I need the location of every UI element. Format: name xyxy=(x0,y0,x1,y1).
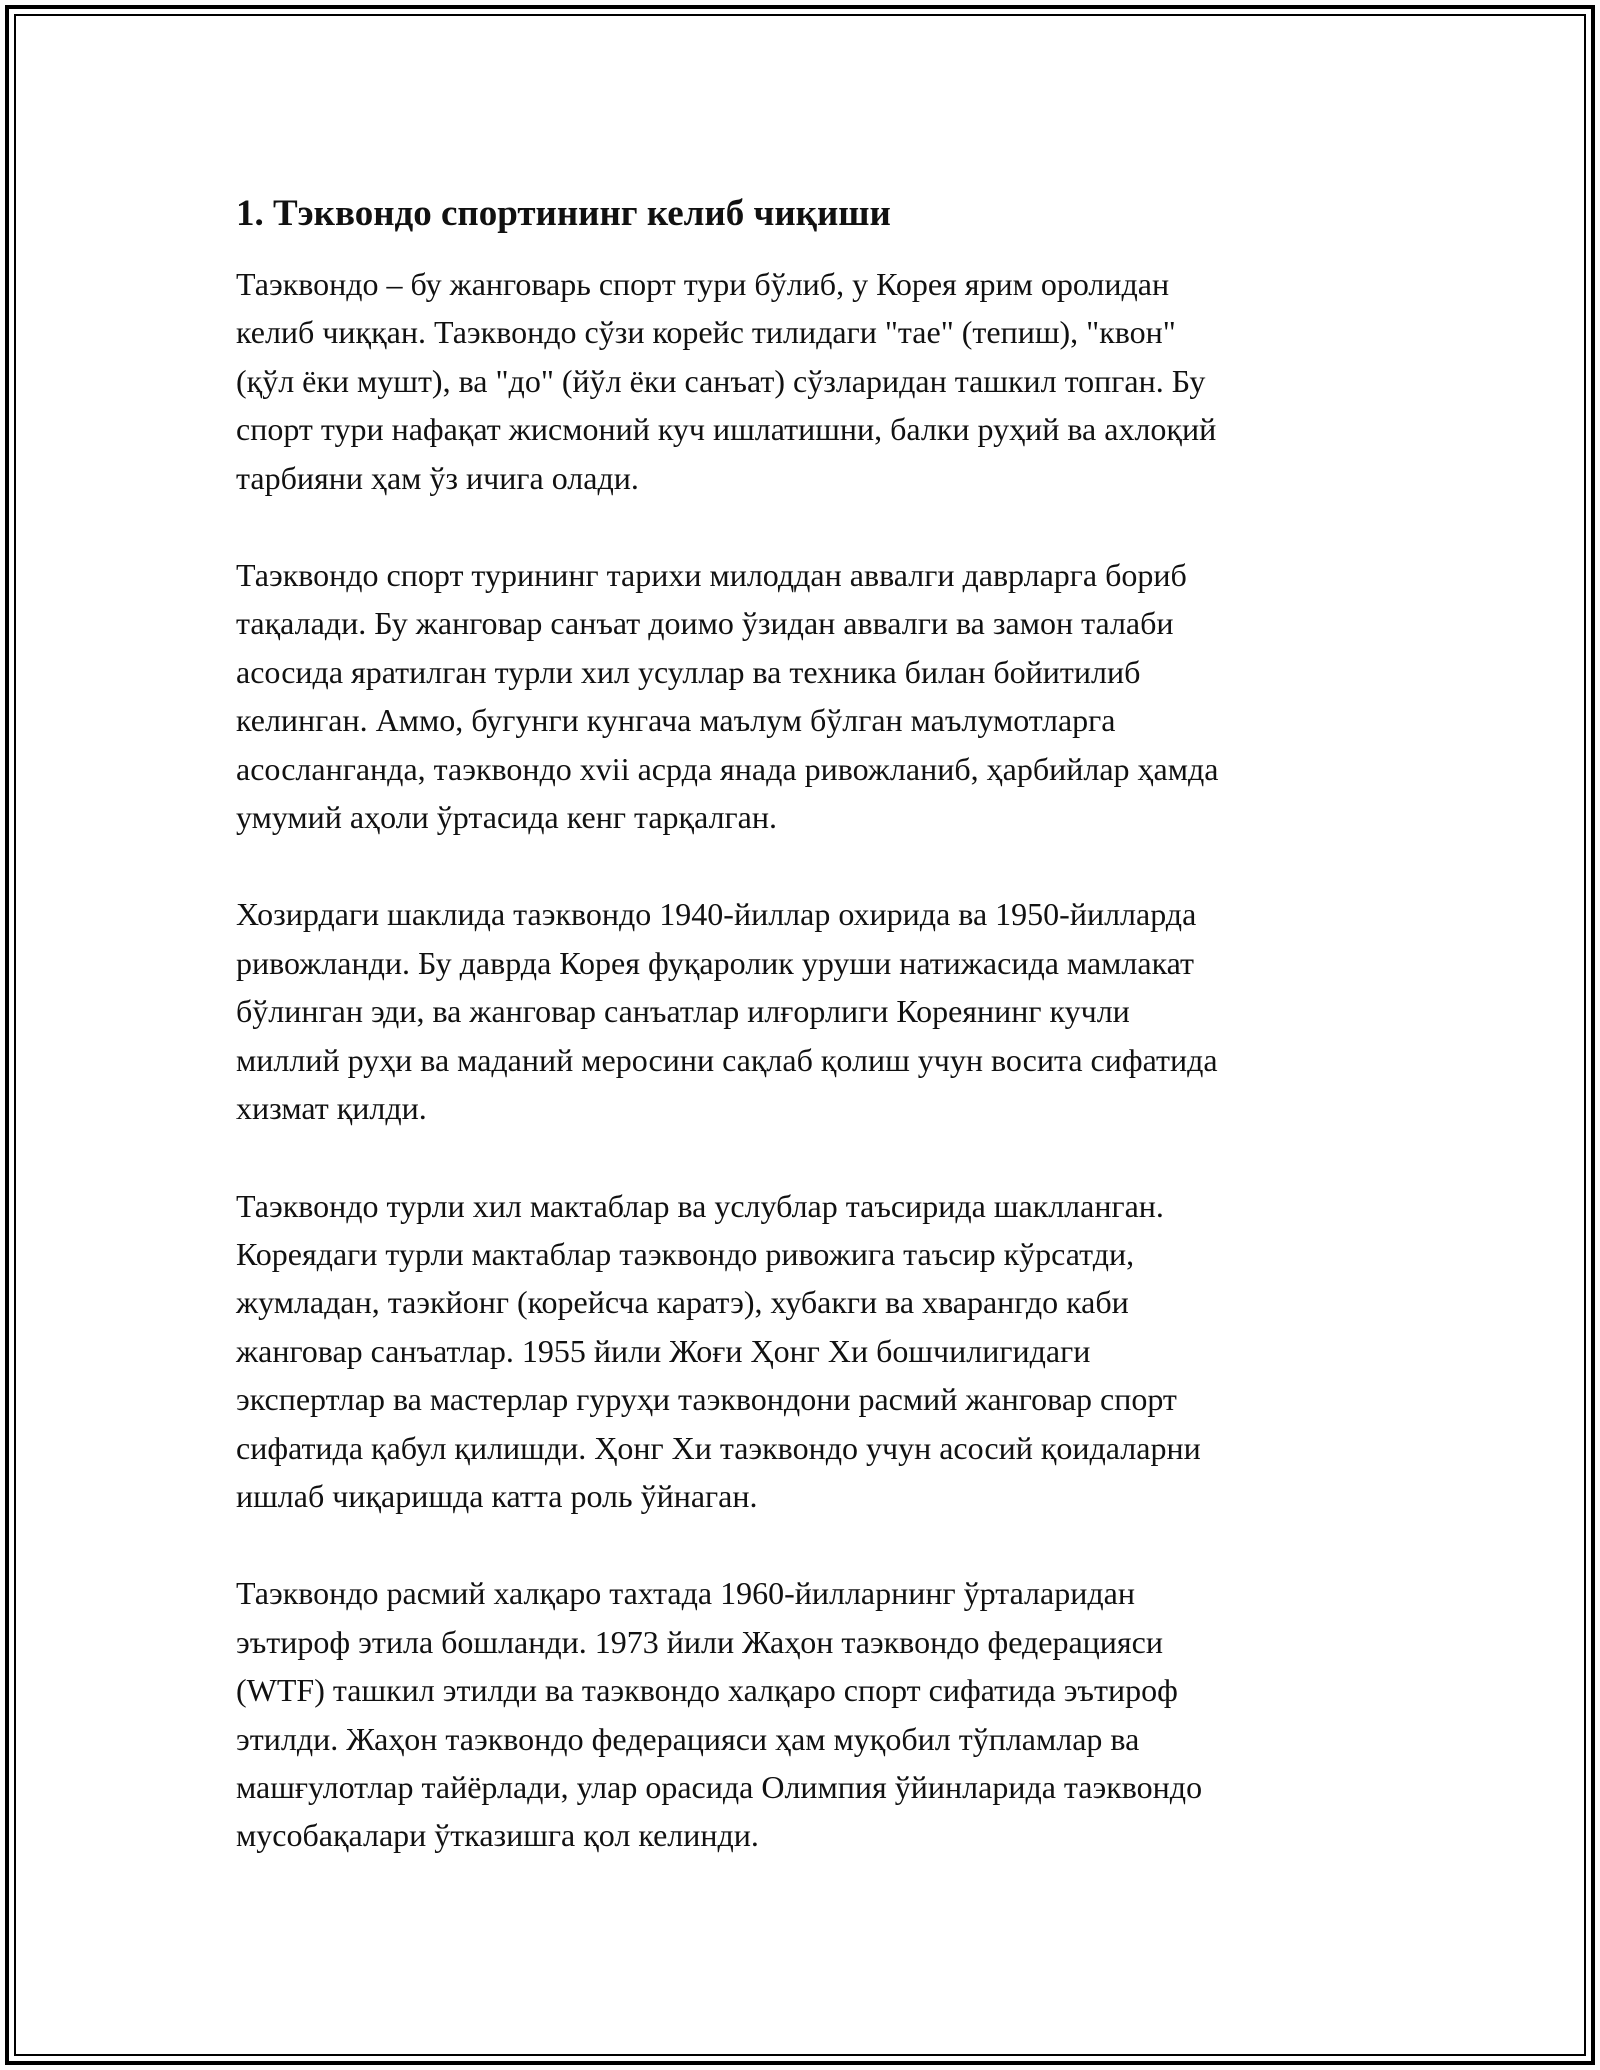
text-line: келиб чиққан. Таэквондо сўзи корейс тилидаги "тае" (тепиш), "квон" xyxy=(236,314,1176,351)
section-heading: 1. Тэквондо спортининг келиб чиқиши xyxy=(236,193,891,234)
text-line: машғулотлар тайёрлади, улар орасида Олимпия ўйинларида таэквондо xyxy=(236,1768,1203,1805)
text-line: (WTF) ташкил этилди ва таэквондо халқаро спорт сифатида эътироф xyxy=(236,1672,1178,1709)
text-line: Таэквондо спорт турининг тарихи милоддан аввалги даврларга бориб xyxy=(236,557,1187,594)
text-line: умумий аҳоли ўртасида кенг тарқалган. xyxy=(236,799,777,836)
text-line: жанговар санъатлар. 1955 йили Жоғи Ҳонг Хи бошчилигидаги xyxy=(236,1332,1091,1369)
paragraph-4 xyxy=(236,1182,1376,1521)
text-line: мусобақалари ўтказишга қол келинди. xyxy=(236,1817,759,1854)
text-line: миллий руҳи ва маданий меросини сақлаб қолиш учун восита сифатида xyxy=(236,1041,1218,1078)
text-line: Таэквондо расмий халқаро тахтада 1960-йилларнинг ўрталаридан xyxy=(236,1575,1135,1612)
text-line: эътироф этила бошланди. 1973 йили Жаҳон таэквондо федерацияси xyxy=(236,1623,1163,1660)
text-line: бўлинган эди, ва жанговар санъатлар илғорлиги Кореянинг кучли xyxy=(236,993,1130,1030)
text-line: экспертлар ва мастерлар гуруҳи таэквондони расмий жанговар спорт xyxy=(236,1381,1177,1418)
text-line: Таэквондо – бу жанговарь спорт тури бўлиб, у Корея ярим оролидан xyxy=(236,266,1170,302)
paragraph-2 xyxy=(236,551,1376,841)
text-line: ривожланди. Бу даврда Корея фуқаролик уруши натижасида мамлакат xyxy=(236,944,1194,981)
text-line: спорт тури нафақат жисмоний куч ишлатишни, балки руҳий ва ахлоқий xyxy=(236,411,1217,448)
text-line: ишлаб чиқаришда катта роль ўйнаган. xyxy=(236,1477,758,1514)
paragraph-5 xyxy=(236,1569,1376,1859)
paragraph-1 xyxy=(236,260,1376,502)
text-line: Кореядаги турли мактаблар таэквондо ривожига таъсир кўрсатди, xyxy=(236,1235,1135,1272)
text-line: тақалади. Бу жанговар санъат доимо ўзидан аввалги ва замон талаби xyxy=(236,605,1174,642)
text-line: асосида яратилган турли хил усуллар ва техника билан бойитилиб xyxy=(236,653,1141,690)
document-body xyxy=(236,184,1376,1909)
text-line: тарбияни ҳам ўз ичига олади. xyxy=(236,459,639,496)
paragraph-3 xyxy=(236,890,1376,1132)
text-line: келинган. Аммо, бугунги кунгача маълум бўлган маълумотларга xyxy=(236,702,1116,739)
text-line: сифатида қабул қилишди. Ҳонг Хи таэквондо учун асосий қоидаларни xyxy=(236,1429,1201,1466)
text-line: жумладан, таэкйонг (корейсча каратэ), хубакги ва хварангдо каби xyxy=(236,1284,1129,1321)
text-line: этилди. Жаҳон таэквондо федерацияси ҳам муқобил тўпламлар ва xyxy=(236,1720,1140,1757)
text-line: (қўл ёки мушт), ва "до" (йўл ёки санъат) сўзларидан ташкил топган. Бу xyxy=(236,362,1206,399)
text-line: асосланганда, таэквондо xvii асрда янада ривожланиб, ҳарбийлар ҳамда xyxy=(236,750,1219,787)
text-line: Хозирдаги шаклида таэквондо 1940-йиллар охирида ва 1950-йилларда xyxy=(236,896,1197,933)
text-line: хизмат қилди. xyxy=(236,1090,427,1127)
text-line: Таэквондо турли хил мактаблар ва услублар таъсирида шаклланган. xyxy=(236,1187,1164,1224)
